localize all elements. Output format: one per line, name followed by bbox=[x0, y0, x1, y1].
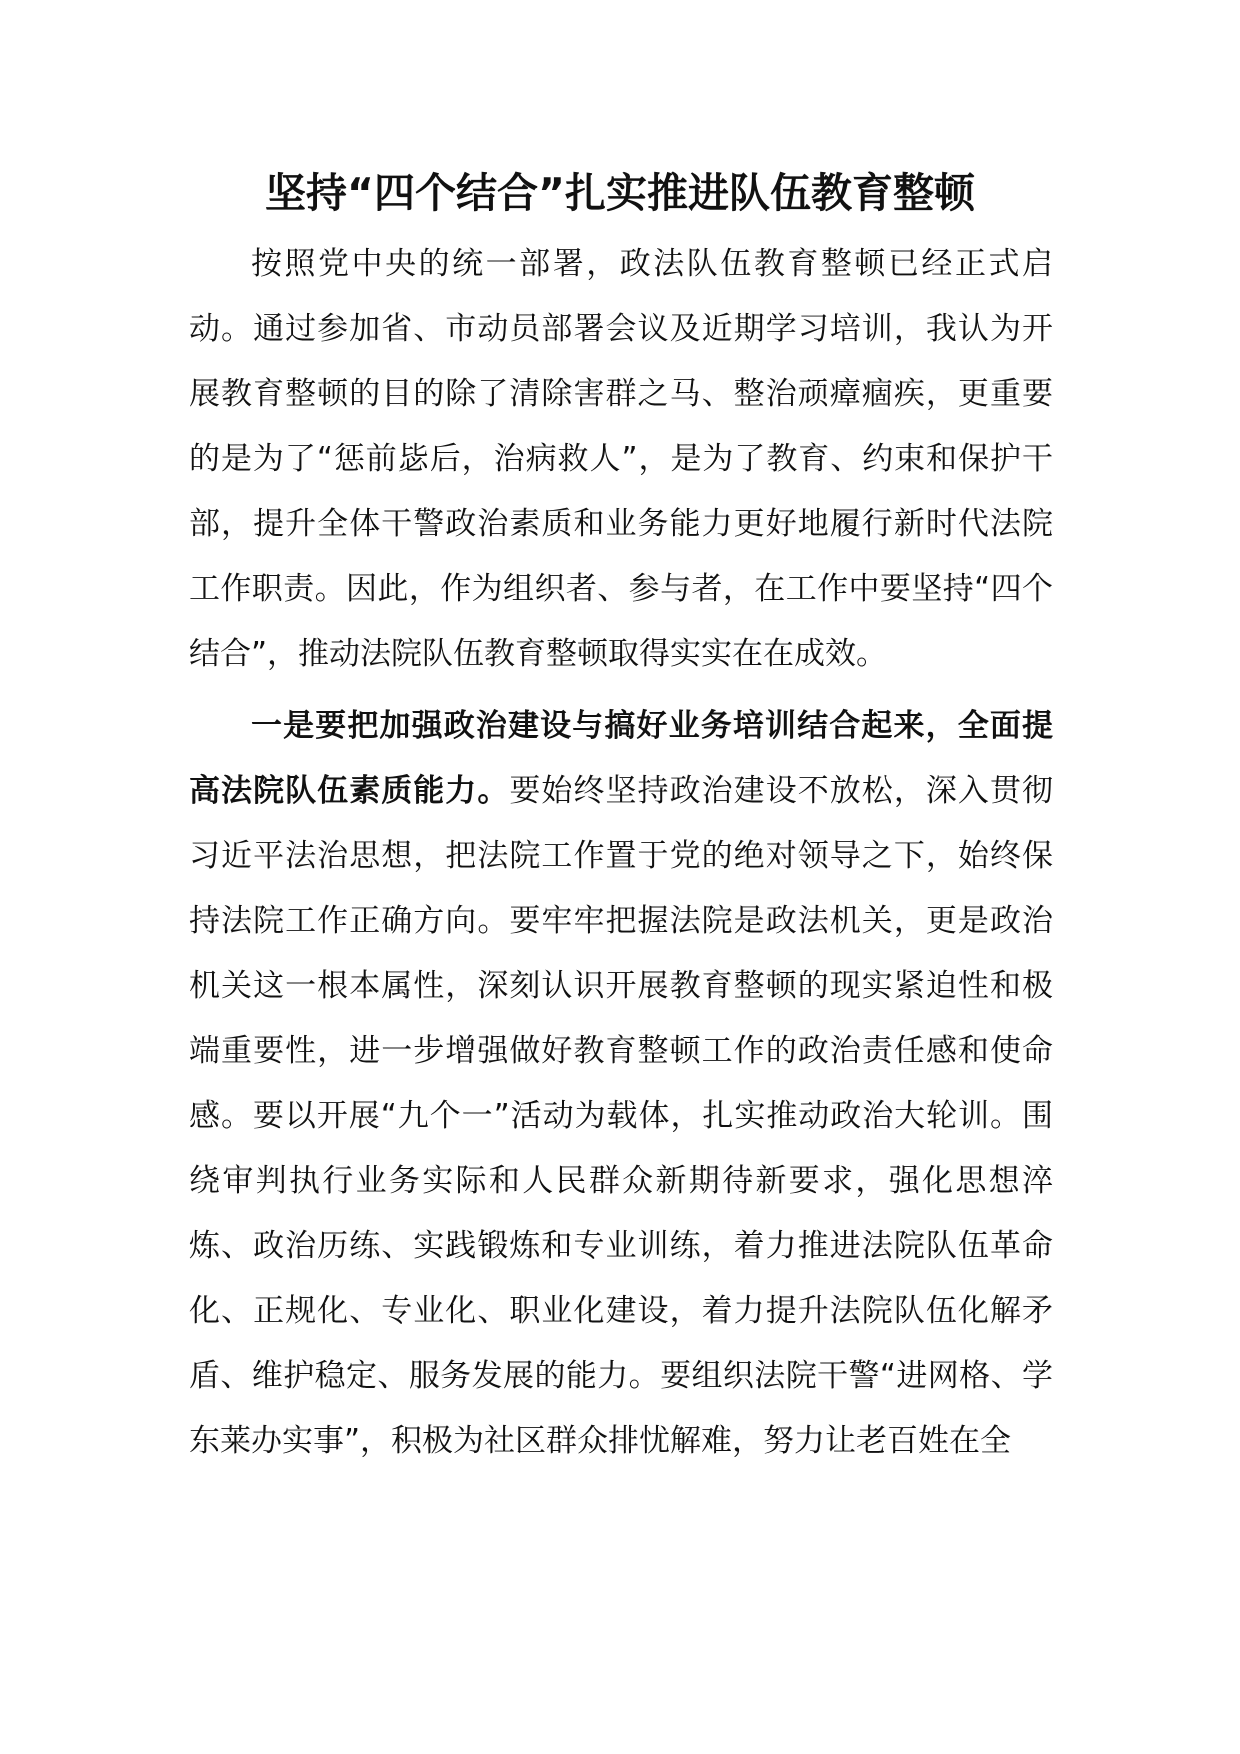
intro-paragraph bbox=[189, 232, 1053, 687]
paragraph-text: 按照党中央的统一部署，政法队伍教育整顿已经正式启动。通过参加省、市动员部署会议及近期学习培训，我认为开展教育整顿的目的除了清除害群之马、整治顽瘴痼疾，更重要的是为了“惩前毖后，治病救人”，是为了教育、约束和保护干部，提升全体干警政治素质和业务能力更好地履行新时代法院工作职责。因此，作为组织者、参与者，在工作中要坚持“四个结合”，推动法院队伍教育整顿取得实实在在成效。 bbox=[189, 246, 1053, 672]
point-one-paragraph bbox=[189, 694, 1053, 1474]
document-title: 坚持“四个结合”扎实推进队伍教育整顿 bbox=[265, 169, 975, 217]
document-body bbox=[189, 232, 1053, 1474]
paragraph-text: 要始终坚持政治建设不放松，深入贯彻习近平法治思想，把法院工作置于党的绝对领导之下，始终保持法院工作正确方向。要牢牢把握法院是政法机关，更是政治机关这一根本属性，深刻认识开展教育整顿的现实紧迫性和极端重要性，进一步增强做好教育整顿工作的政治责任感和使命感。要以开展“九个一”活动为载体，扎实推动政治大轮训。围绕审判执行业务实际和人民群众新期待新要求，强化思想淬炼、政治历练、实践锻炼和专业训练，着力推进法院队伍革命化、正规化、专业化、职业化建设，着力提升法院队伍化解矛盾、维护稳定、服务发展的能力。要组织法院干警“进网格、学东莱办实事”，积极为社区群众排忧解难，努力让老百姓在全 bbox=[189, 773, 1054, 1459]
paragraph-lead: 一是要把加强政治建设与搞好业务培训结合起来，全面提高法院队伍素质能力。 bbox=[189, 708, 1053, 809]
